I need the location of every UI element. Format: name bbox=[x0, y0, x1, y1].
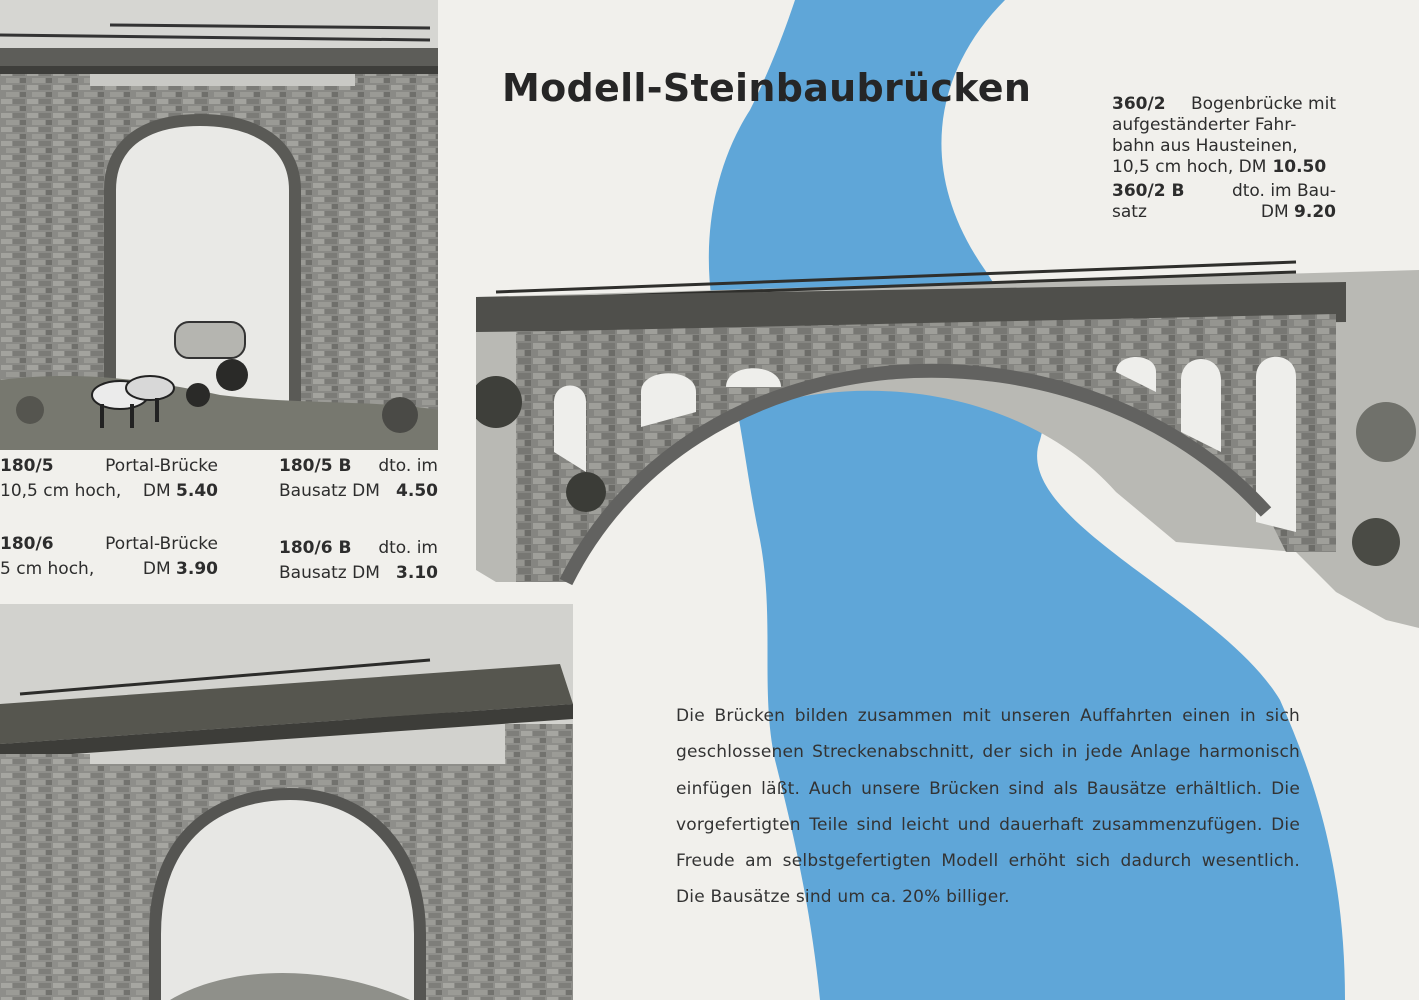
currency: DM bbox=[142, 559, 171, 579]
product-size: 10,5 cm hoch, bbox=[0, 481, 122, 501]
product-desc: Bausatz DM bbox=[279, 563, 380, 583]
small-portal-bridge-photo bbox=[0, 604, 573, 1000]
portal-bridge-photo bbox=[0, 0, 438, 450]
caption-line bbox=[279, 561, 438, 586]
product-180-5b-caption bbox=[279, 454, 438, 504]
spec-line bbox=[1112, 115, 1336, 136]
spec-line bbox=[1112, 181, 1336, 202]
product-desc: satz bbox=[1112, 202, 1147, 222]
product-code: 360/2 B bbox=[1112, 181, 1185, 201]
caption-line bbox=[279, 479, 438, 504]
spec-line bbox=[1112, 202, 1336, 223]
product-desc: dto. im bbox=[378, 538, 438, 558]
product-code: 180/6 bbox=[0, 534, 54, 554]
product-180-6-caption bbox=[0, 532, 218, 582]
product-price: 4.50 bbox=[396, 481, 438, 501]
product-desc: Portal-Brücke bbox=[105, 534, 218, 554]
product-desc: Bogenbrücke mit bbox=[1190, 94, 1336, 114]
product-price: 3.90 bbox=[176, 559, 218, 579]
product-180-5-caption bbox=[0, 454, 218, 504]
product-size: 5 cm hoch, bbox=[0, 559, 95, 579]
product-360-2-spec bbox=[1112, 94, 1336, 223]
product-desc: Bausatz DM bbox=[279, 481, 380, 501]
product-code: 180/5 B bbox=[279, 456, 352, 476]
spec-line bbox=[1112, 94, 1336, 115]
spec-line bbox=[1112, 157, 1336, 178]
product-code: 360/2 bbox=[1112, 94, 1166, 114]
caption-line bbox=[0, 479, 218, 504]
caption-line bbox=[279, 454, 438, 479]
arch-bridge-photo bbox=[476, 252, 1419, 628]
product-desc: Portal-Brücke bbox=[105, 456, 218, 476]
product-price: 10.50 bbox=[1272, 157, 1327, 177]
product-code: 180/6 B bbox=[279, 538, 352, 558]
description-paragraph: Die Brücken bilden zusammen mit unseren Auffahrten einen in sich geschlossenen Streckenabschnitt, der sich in jede Anlage harmonisch einfügen läßt. Auch unsere Brücken sind als Bausätze erhältlich. Die vorgefertigten Teile sind leicht und dauerhaft zusammenzufügen. Die Freude am selbstgefertigten Modell erhöht sich dadurch wesentlich. Die Bausätze sind um ca. 20% billiger. bbox=[676, 706, 1300, 908]
product-price: 9.20 bbox=[1294, 202, 1336, 222]
product-180-6b-caption bbox=[279, 536, 438, 586]
product-code: 180/5 bbox=[0, 456, 54, 476]
product-desc: dto. im bbox=[378, 456, 438, 476]
page-title: Modell-Steinbaubrücken bbox=[502, 66, 1032, 110]
caption-line bbox=[279, 536, 438, 561]
product-desc: dto. im Bau- bbox=[1231, 181, 1336, 201]
product-price: 5.40 bbox=[176, 481, 218, 501]
currency: DM bbox=[1260, 202, 1289, 222]
product-desc: aufgeständerter Fahr- bbox=[1112, 115, 1297, 135]
currency: DM bbox=[142, 481, 171, 501]
product-desc: bahn aus Hausteinen, bbox=[1112, 136, 1298, 156]
caption-line bbox=[0, 557, 218, 582]
caption-line bbox=[0, 454, 218, 479]
product-price: 3.10 bbox=[396, 563, 438, 583]
product-size: 10,5 cm hoch, DM bbox=[1112, 157, 1267, 177]
caption-line bbox=[0, 532, 218, 557]
spec-line bbox=[1112, 136, 1336, 157]
